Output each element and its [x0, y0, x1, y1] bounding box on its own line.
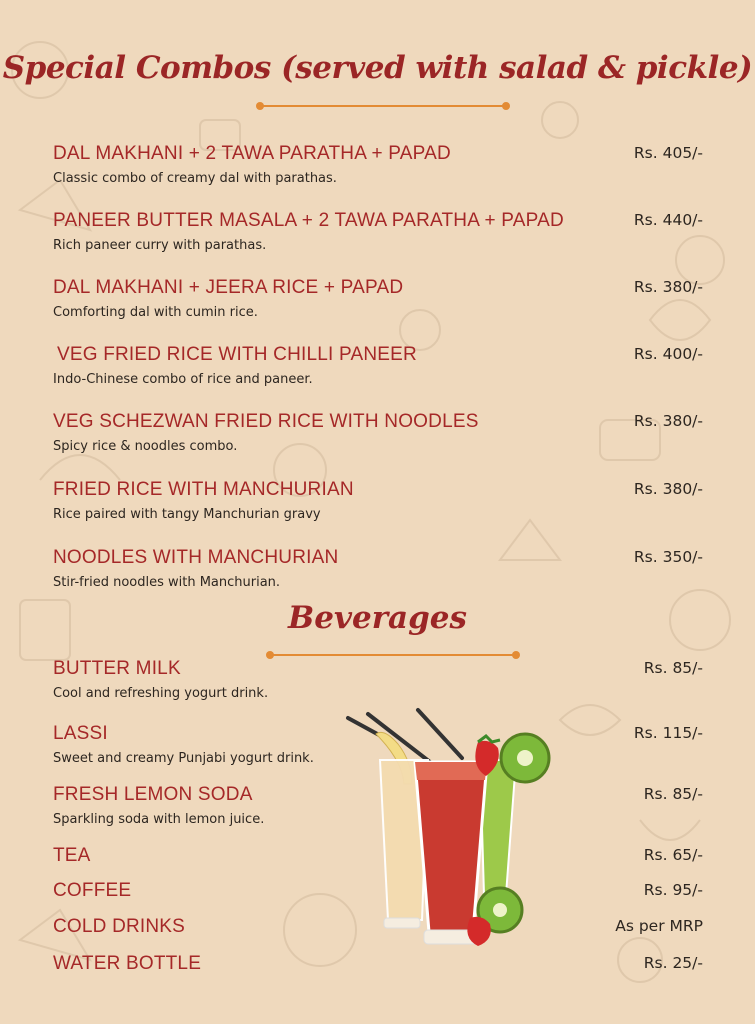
combo-item-price: Rs. 440/-	[633, 211, 703, 229]
combo-item-description: Rich paneer curry with parathas.	[53, 238, 267, 253]
beverage-item-description: Sweet and creamy Punjabi yogurt drink.	[53, 751, 314, 766]
combo-item-description: Stir-fried noodles with Manchurian.	[53, 575, 281, 590]
beverage-item-price: Rs. 85/-	[643, 785, 703, 803]
combo-item-name: DAL MAKHANI + 2 TAWA PARATHA + PAPAD	[53, 143, 451, 164]
beverage-item-name: TEA	[53, 845, 91, 866]
beverage-item-price: Rs. 25/-	[643, 954, 703, 972]
beverage-item-price: Rs. 85/-	[643, 659, 703, 677]
beverage-item-name: COLD DRINKS	[53, 916, 186, 937]
beverages-title-divider	[270, 654, 516, 656]
combo-item-price: Rs. 350/-	[633, 548, 703, 566]
combo-item-name: FRIED RICE WITH MANCHURIAN	[53, 479, 354, 500]
combo-item-name: VEG SCHEZWAN FRIED RICE WITH NOODLES	[53, 411, 479, 432]
combo-item-name: PANEER BUTTER MASALA + 2 TAWA PARATHA + PAPAD	[53, 210, 564, 231]
combo-item-price: Rs. 380/-	[633, 480, 703, 498]
combo-item	[53, 277, 703, 320]
beverage-item-price: Rs. 115/-	[633, 724, 703, 742]
beverage-item	[53, 658, 703, 701]
combo-item-name: DAL MAKHANI + JEERA RICE + PAPAD	[53, 277, 404, 298]
beverage-item-name: LASSI	[53, 723, 108, 744]
combo-item-description: Rice paired with tangy Manchurian gravy	[53, 507, 321, 522]
combo-item-name: NOODLES WITH MANCHURIAN	[53, 547, 339, 568]
beverage-item-price: Rs. 65/-	[643, 846, 703, 864]
combo-item	[53, 344, 703, 387]
beverage-item-name: COFFEE	[53, 880, 132, 901]
combo-item-price: Rs. 380/-	[633, 278, 703, 296]
combos-section-title: Special Combos (served with salad & pickle)	[2, 50, 753, 86]
beverage-item-description: Sparkling soda with lemon juice.	[53, 812, 265, 827]
combo-item-name: VEG FRIED RICE WITH CHILLI PANEER	[57, 344, 417, 365]
juice-glasses-illustration	[340, 700, 555, 950]
combo-item-description: Comforting dal with cumin rice.	[53, 305, 258, 320]
combo-item-description: Classic combo of creamy dal with parathas.	[53, 171, 337, 186]
beverage-item-name: WATER BOTTLE	[53, 953, 202, 974]
combo-item	[53, 210, 703, 253]
combo-item	[53, 547, 703, 590]
beverage-item-name: BUTTER MILK	[53, 658, 181, 679]
beverage-item-price: Rs. 95/-	[643, 881, 703, 899]
beverage-item	[53, 953, 703, 975]
combo-item-price: Rs. 380/-	[633, 412, 703, 430]
combo-item-description: Spicy rice & noodles combo.	[53, 439, 238, 454]
combo-item	[53, 479, 703, 522]
beverages-section-title: Beverages	[288, 600, 467, 636]
combo-item-price: Rs. 400/-	[633, 345, 703, 363]
combo-item	[53, 411, 703, 454]
combo-item-description: Indo-Chinese combo of rice and paneer.	[53, 372, 313, 387]
combo-item-price: Rs. 405/-	[633, 144, 703, 162]
beverage-item-price: As per MRP	[615, 917, 703, 935]
combo-item	[53, 143, 703, 186]
beverage-item-name: FRESH LEMON SODA	[53, 784, 253, 805]
beverage-item-description: Cool and refreshing yogurt drink.	[53, 686, 269, 701]
combos-title-divider	[260, 105, 506, 107]
